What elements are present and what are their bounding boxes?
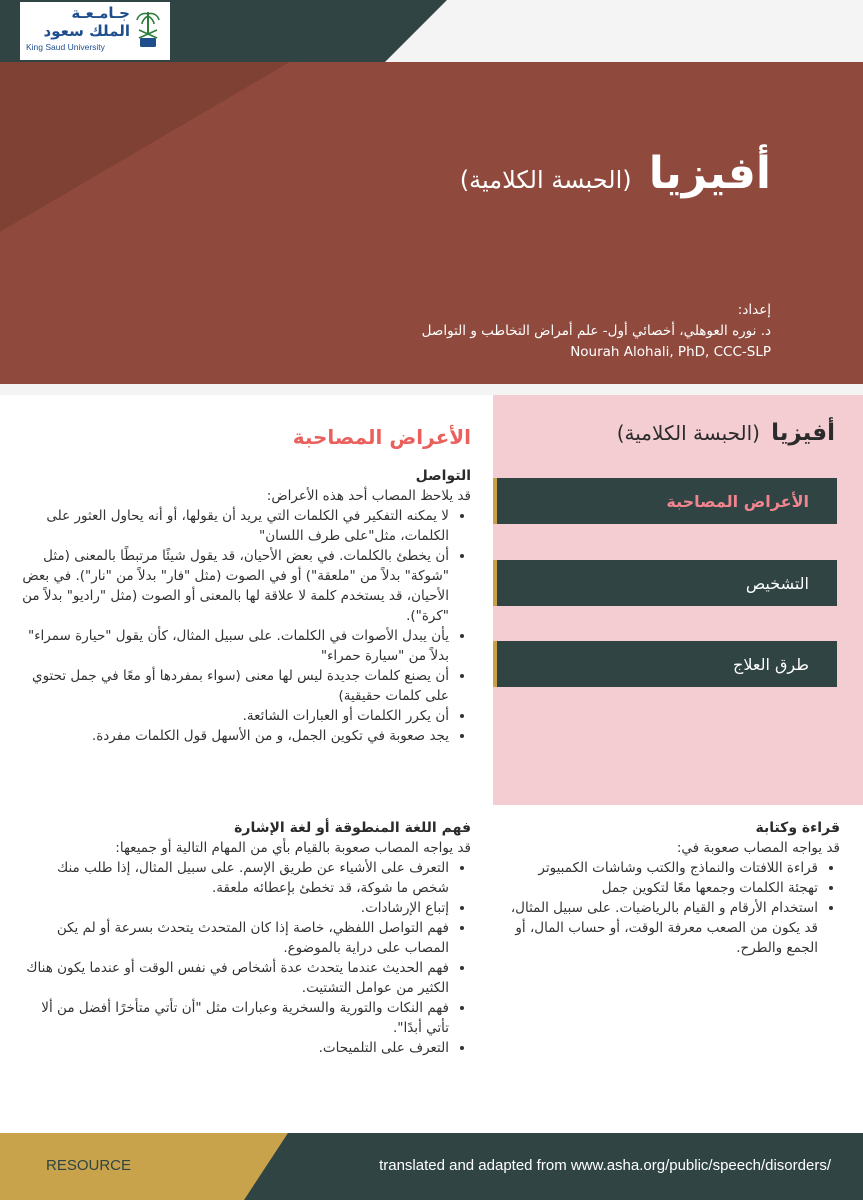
hero-accent-shape [0,62,290,232]
footer-resource-label: RESOURCE [46,1157,132,1174]
nav-item-symptoms[interactable]: الأعراض المصاحبة [497,478,837,524]
hero-title-sub: (الحبسة الكلامية) [459,166,632,194]
list-item: • استخدام الأرقام و القيام بالرياضيات. على سبيل المثال، قد يكون من الصعب معرفة الوقت، أو حساب المال، أو الجمع والطرح. [510,898,818,958]
sidebar-title-sub: (الحبسة الكلامية) [616,421,760,445]
sidebar-title-main: أفيزيا [771,420,835,446]
reading-writing-section [510,818,840,958]
list-item: • إتباع الإرشادات. [20,898,449,918]
university-logo [20,2,170,60]
list-item: • تهجئة الكلمات وجمعها معًا لتكوين جمل [510,878,818,898]
sidebar-title [617,420,835,446]
footer-corner [244,1133,288,1200]
logo-arabic-line1: جـامـعـة [71,4,130,22]
top-bar-corner [385,0,447,62]
author-arabic: د. نوره العوهلي، أخصائي أول- علم أمراض التخاطب و التواصل [421,323,771,339]
list-item: • فهم التواصل اللفظي، خاصة إذا كان المتحدث يتحدث بسرعة أو لم يكن المصاب على دراية بالموضوع. [20,918,449,958]
list-item: • أن يصنع كلمات جديدة ليس لها معنى (سواء بمفردها أو معًا في جمل تحتوي على كلمات حقيقية) [20,666,449,706]
comprehension-section [20,818,471,1058]
list-item: • أن يخطئ بالكلمات. في بعض الأحيان، قد يقول شيئًا مرتبطًا بالمعنى (مثل "شوكة" بدلاً من "ملعقة") أو في الصوت (مثل "فار" بدلاً من "نار"). في بعض الأحيان، قد يستخدم كلمة لا علاقة لها بالمعنى أو الصوت (مثل "راديو" بدلاً من "كرة"). [20,546,449,626]
comprehension-title: فهم اللغة المنطوقة أو لغة الإشارة [234,820,471,836]
hero-title-main: أفيزيا [648,148,771,199]
list-item: • فهم النكات والتورية والسخرية وعبارات مثل "أن تأتي متأخرًا أفضل من ألا تأتي أبدًا". [20,998,449,1038]
section-heading: الأعراض المصاحبة [292,425,471,449]
list-item: • لا يمكنه التفكير في الكلمات التي يريد أن يقولها، أو أنه يحاول العثور على الكلمات، مثل"على طرف اللسان" [20,506,449,546]
list-item: • التعرف على التلميحات. [20,1038,449,1058]
list-item: • فهم الحديث عندما يتحدث عدة أشخاص في نفس الوقت أو عندما يكون هناك الكثير من عوامل التشتيت. [20,958,449,998]
comprehension-list [20,858,471,1058]
communication-title: التواصل [415,468,471,484]
communication-intro: قد يلاحظ المصاب أحد هذه الأعراض: [266,488,471,504]
prepared-label: إعداد: [737,302,771,318]
author-english: Nourah Alohali, PhD, CCC-SLP [570,344,771,360]
reading-list [510,858,840,958]
communication-list [20,506,471,746]
list-item: • يأن يبدل الأصوات في الكلمات. على سبيل المثال، كأن يقول "حيارة سمراء" بدلاً من "سيارة حمراء" [20,626,449,666]
list-item: • أن يكرر الكلمات أو العبارات الشائعة. [20,706,449,726]
list-item: • التعرف على الأشياء عن طريق الإسم. على سبيل المثال، إذا طلب منك شخص ما شوكة، قد تخطئ بإعطائه ملعقة. [20,858,449,898]
list-item: • قراءة اللافتات والنماذج والكتب وشاشات الكمبيوتر [510,858,818,878]
logo-english: King Saud University [26,42,105,52]
list-item: • يجد صعوبة في تكوين الجمل، و من الأسهل قول الكلمات مفردة. [20,726,449,746]
communication-section [20,466,471,746]
comprehension-intro: قد يواجه المصاب صعوبة بالقيام بأي من المهام التالية أو جميعها: [115,840,471,856]
author-block [422,300,771,363]
nav-item-diagnosis[interactable]: التشخيص [497,560,837,606]
reading-title: قراءة وكتابة [755,820,840,836]
hero-title [460,148,771,199]
logo-arabic-line2: الملك سعود [43,22,130,40]
reading-intro: قد يواجه المصاب صعوبة في: [676,840,840,856]
footer-source-link[interactable]: translated and adapted from www.asha.org/public/speech/disorders/ [379,1157,831,1174]
palm-swords-emblem-icon [134,8,162,48]
nav-item-treatment[interactable]: طرق العلاج [497,641,837,687]
